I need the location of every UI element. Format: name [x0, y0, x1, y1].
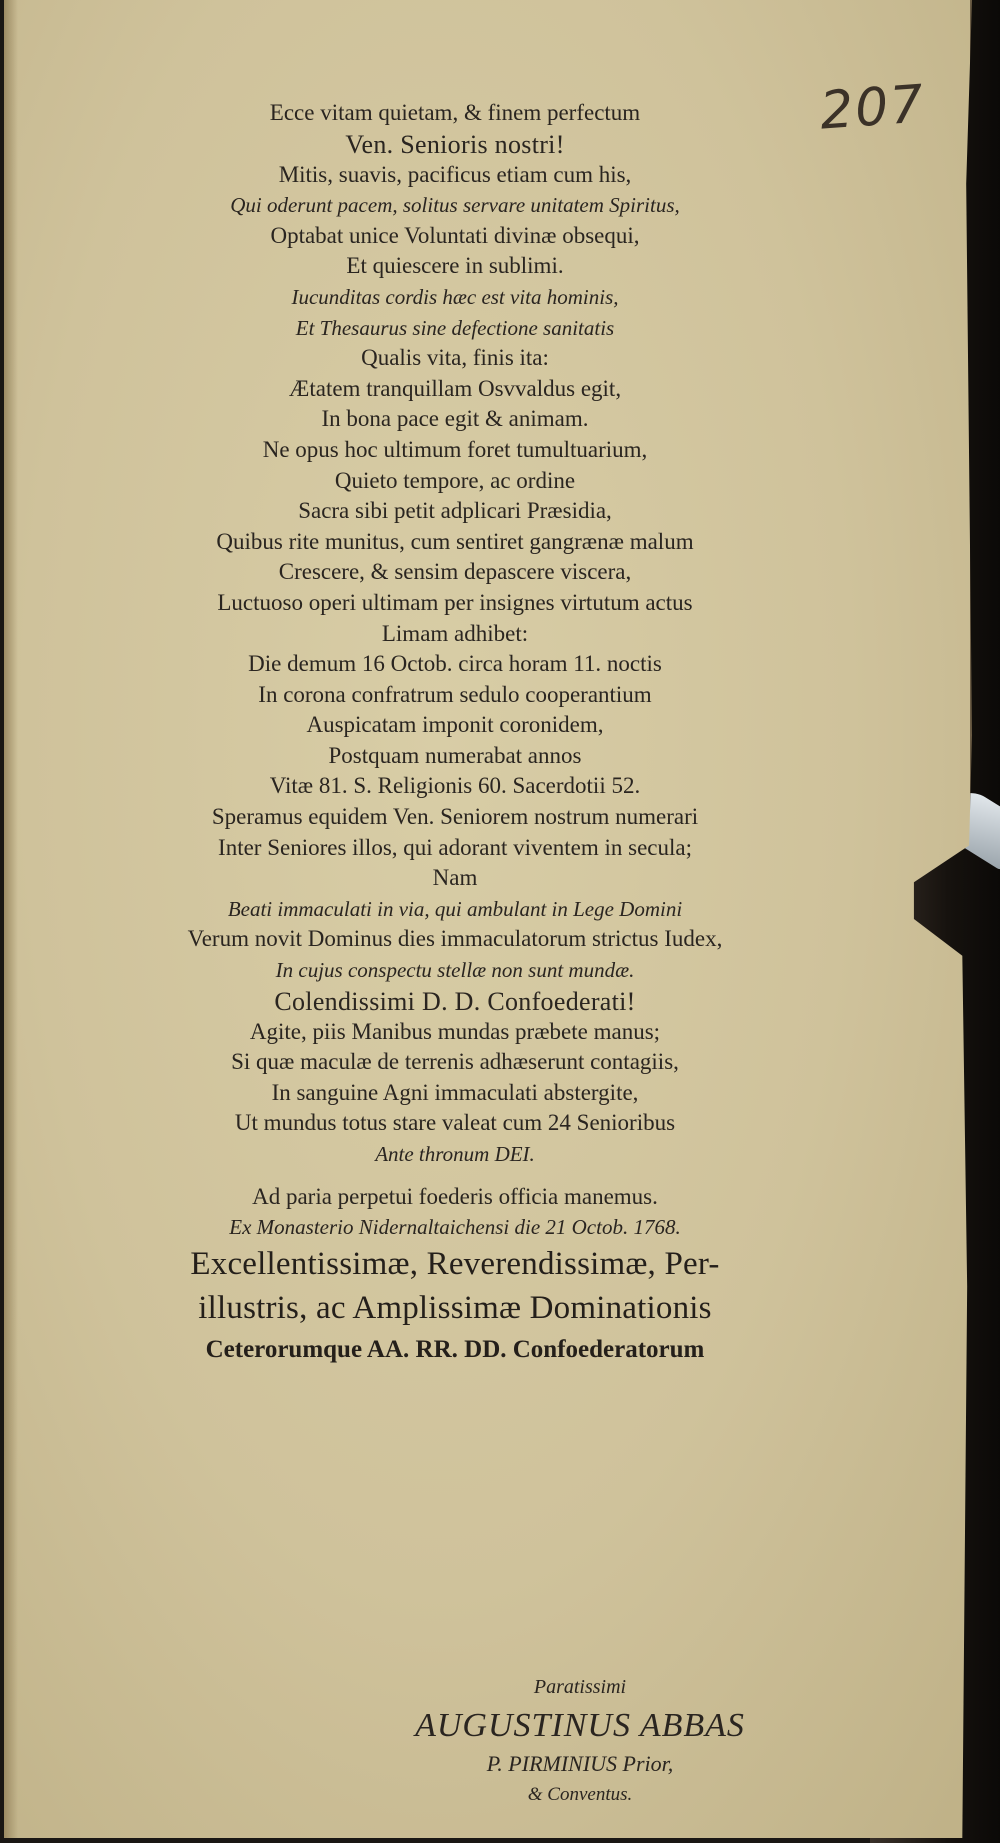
body-lines	[150, 98, 760, 1170]
address-block	[135, 1242, 775, 1370]
text-line: Mitis, suavis, pacificus etiam cum his,	[278, 161, 632, 187]
text-line: Ne opus hoc ultimum foret tumultuarium,	[262, 436, 648, 462]
text-line: Et quiescere in sublimi.	[346, 253, 564, 279]
closing-line: Ad paria perpetui foederis officia manemus.	[252, 1183, 658, 1209]
text-line: Quieto tempore, ac ordine	[334, 467, 576, 493]
text-line: Speramus equidem Ven. Seniorem nostrum numerari	[211, 804, 699, 830]
text-line: Inter Seniores illos, qui adorant viventem in secula;	[218, 834, 692, 860]
text-line: Ætatem tranquillam Osvvaldus egit,	[288, 375, 622, 401]
text-line: Iucunditas cordis hæc est vita hominis,	[291, 284, 619, 309]
text-line: In cujus conspectu stellæ non sunt mundæ.	[275, 958, 635, 983]
text-line: Agite, piis Manibus mundas præbete manus;	[249, 1018, 661, 1044]
text-line: In sanguine Agni immaculati abstergite,	[271, 1079, 639, 1105]
text-line: Quibus rite munitus, cum sentiret gangrænæ malum	[216, 528, 694, 554]
text-line: Optabat unice Voluntati divinæ obsequi,	[270, 222, 640, 248]
folio-number: 207	[818, 74, 928, 142]
signature-block	[390, 1670, 770, 1810]
text-line: Die demum 16 Octob. circa horam 11. noctis	[248, 651, 662, 677]
address-line-3: Ceterorumque AA. RR. DD. Confoederatorum	[205, 1336, 705, 1363]
text-line: In corona confratrum sedulo cooperantium	[258, 681, 652, 707]
address-line-2: illustris, ac Amplissimæ Dominationis	[198, 1290, 712, 1326]
text-line: Qualis vita, finis ita:	[361, 345, 549, 371]
text-line: Luctuoso operi ultimam per insignes virtutum actus	[217, 589, 693, 615]
text-line: In bona pace egit & animam.	[321, 406, 589, 432]
text-line: Ven. Senioris nostri!	[345, 129, 565, 159]
text-line: Ut mundus totus stare valeat cum 24 Senioribus	[234, 1110, 676, 1136]
text-line: Colendissimi D. D. Confoederati!	[274, 986, 636, 1016]
text-line: Vitæ 81. S. Religionis 60. Sacerdotii 52.	[269, 773, 641, 799]
closing-lines	[150, 1182, 760, 1243]
text-line: Postquam numerabat annos	[328, 742, 582, 768]
text-line: Verum novit Dominus dies immaculatorum strictus Iudex,	[187, 926, 723, 952]
spacer	[150, 1170, 760, 1182]
signature-prior: P. PIRMINIUS Prior,	[486, 1751, 674, 1776]
text-line: Qui oderunt pacem, solitus servare unitatem Spiritus,	[230, 193, 680, 218]
text-line: Ante thronum DEI.	[375, 1142, 535, 1166]
text-line: Sacra sibi petit adplicari Præsidia,	[298, 498, 612, 524]
signature-abbot: AUGUSTINUS ABBAS	[415, 1707, 745, 1744]
text-line: Et Thesaurus sine defectione sanitatis	[295, 315, 615, 340]
text-line: Ecce vitam quietam, & finem perfectum	[269, 100, 641, 125]
text-line: Si quæ maculæ de terrenis adhæserunt contagiis,	[231, 1049, 679, 1075]
body-text	[150, 98, 760, 1243]
text-line: Auspicatam imponit coronidem,	[306, 712, 604, 738]
address-line-1: Excellentissimæ, Reverendissimæ, Per-	[190, 1246, 720, 1282]
signature-line-1: Paratissimi	[533, 1676, 627, 1698]
closing-line: Ex Monasterio Nidernaltaichensi die 21 Octob. 1768.	[229, 1215, 681, 1240]
text-line: Crescere, & sensim depascere viscera,	[278, 559, 632, 585]
signature-convent: & Conventus.	[527, 1784, 633, 1805]
text-line: Beati immaculati in via, qui ambulant in Lege Domini	[227, 896, 683, 921]
text-line: Limam adhibet:	[381, 620, 529, 646]
text-line: Nam	[432, 865, 478, 891]
